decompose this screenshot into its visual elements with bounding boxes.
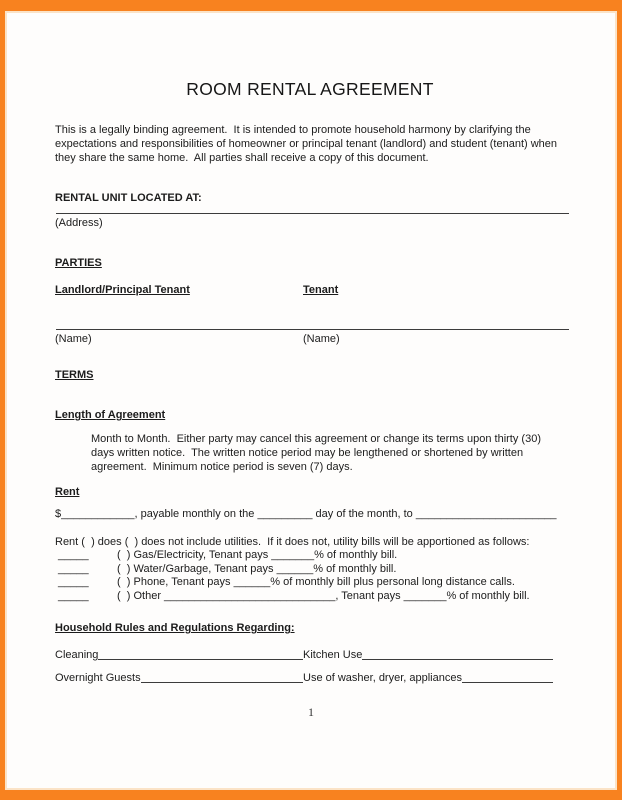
name-label-right: (Name) <box>303 333 340 345</box>
utility-option-text: ( ) Water/Garbage, Tenant pays ______% of monthly bill. <box>117 562 397 575</box>
rental-agreement-page <box>5 11 617 790</box>
utility-row-other[interactable] <box>58 590 568 604</box>
intro-paragraph: This is a legally binding agreement. It is intended to promote household harmony by clarifying the expectations and responsibilities of homeowner or principal tenant (landlord) and student (tenant) when they share the same home. All parties shall receive a copy of this document. <box>55 124 561 164</box>
length-of-agreement-text: Month to Month. Either party may cancel this agreement or change its terms upon thirty (30) days written notice. The written notice period may be lengthened or shortened by written agreement. Minimum notice period is seven (7) days. <box>91 433 545 473</box>
address-label: (Address) <box>55 217 103 229</box>
washer-dryer-appliances-label: Use of washer, dryer, appliances <box>303 672 462 684</box>
document-title: ROOM RENTAL AGREEMENT <box>186 79 434 99</box>
parties-column-headers <box>55 284 568 297</box>
address-input-line[interactable] <box>56 213 569 214</box>
name-label-left: (Name) <box>55 333 92 345</box>
household-rules-heading: Household Rules and Regulations Regarding: <box>55 622 295 634</box>
name-labels-row <box>55 333 568 346</box>
utility-row-gas-electricity[interactable] <box>58 549 568 563</box>
length-of-agreement-heading: Length of Agreement <box>55 409 166 421</box>
apportion-blank[interactable]: _____ <box>58 549 89 561</box>
name-input-line[interactable] <box>56 329 569 330</box>
utility-option-text: ( ) Gas/Electricity, Tenant pays _______% of monthly bill. <box>117 549 398 561</box>
kitchen-use-input-line[interactable] <box>362 648 553 660</box>
kitchen-use-label: Kitchen Use <box>303 649 363 661</box>
utility-row-phone[interactable] <box>58 576 568 590</box>
overnight-guests-label: Overnight Guests <box>55 672 141 684</box>
parties-heading: PARTIES <box>55 257 102 269</box>
rental-unit-heading: RENTAL UNIT LOCATED AT: <box>55 192 202 204</box>
apportion-blank[interactable]: _____ <box>58 576 89 588</box>
rent-payment-line[interactable]: $____________, payable monthly on the _________ day of the month, to _______________________ <box>55 508 557 520</box>
overnight-guests-input-line[interactable] <box>141 671 303 683</box>
utility-option-text: ( ) Other ____________________________, Tenant pays _______% of monthly bill. <box>117 589 530 602</box>
tenant-column-heading: Tenant <box>303 284 339 296</box>
rent-heading: Rent <box>55 486 80 498</box>
apportion-blank[interactable]: _____ <box>58 562 89 575</box>
utilities-intro-line[interactable]: Rent ( ) does ( ) does not include utilities. If it does not, utility bills will be apportioned as follows: <box>55 536 530 548</box>
apportion-blank[interactable]: _____ <box>58 589 89 602</box>
rule-row-cleaning-kitchen <box>55 648 553 662</box>
terms-heading: TERMS <box>55 369 94 381</box>
utility-row-water-garbage[interactable] <box>58 563 568 577</box>
cleaning-label: Cleaning <box>55 649 99 661</box>
utility-option-text: ( ) Phone, Tenant pays ______% of monthly bill plus personal long distance calls. <box>117 576 515 588</box>
washer-dryer-appliances-input-line[interactable] <box>462 671 553 683</box>
rule-row-guests-appliances <box>55 671 553 685</box>
page-number: 1 <box>308 705 314 719</box>
cleaning-input-line[interactable] <box>98 648 303 660</box>
landlord-column-heading: Landlord/Principal Tenant <box>55 284 190 296</box>
